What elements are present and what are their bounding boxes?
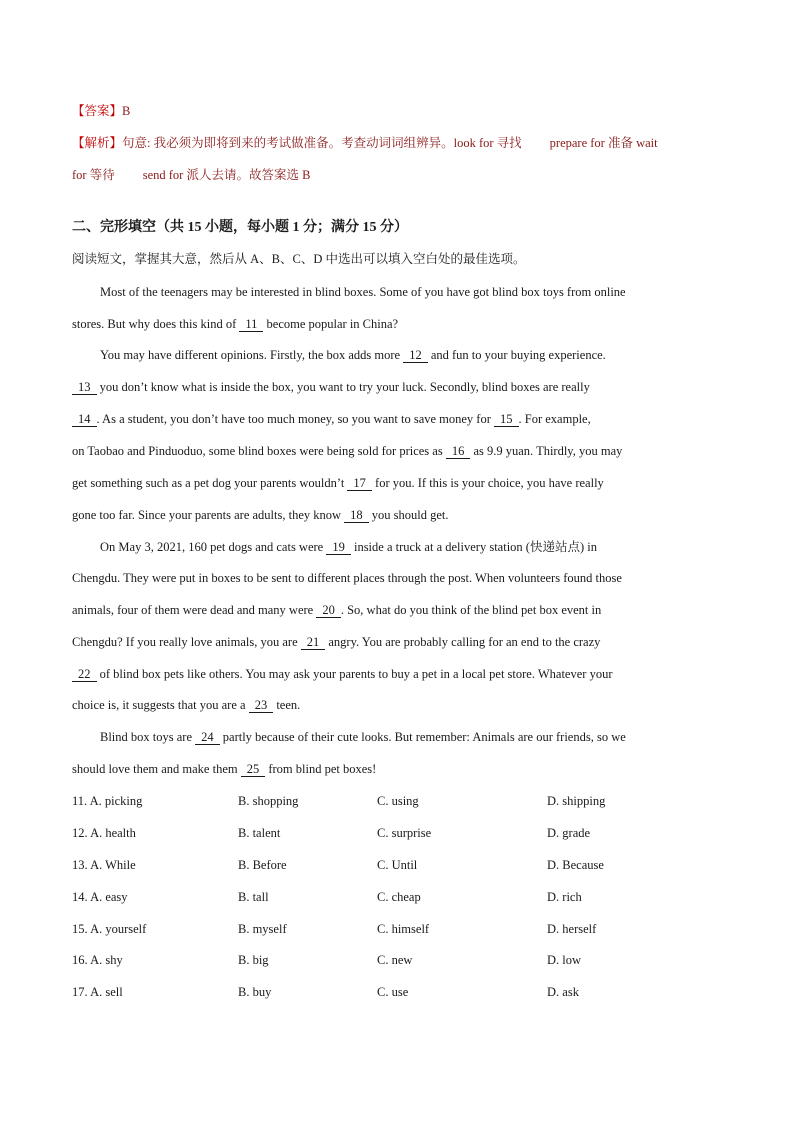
analysis-text-2a: for 等待	[72, 168, 115, 182]
passage-text: become popular in China?	[263, 317, 399, 331]
option-d: D. rich	[547, 890, 582, 904]
analysis-line-2	[72, 167, 310, 183]
passage-line	[100, 729, 626, 745]
option-a: 12. A. health	[72, 826, 136, 840]
blank-14: 14	[72, 413, 97, 427]
answer-line	[72, 103, 130, 119]
passage-text: stores. But why does this kind of	[72, 317, 240, 331]
passage-line: Most of the teenagers may be interested in blind boxes. Some of you have got blind box toys from online	[100, 285, 626, 299]
passage-line	[72, 507, 449, 523]
blank-23: 23	[249, 699, 274, 713]
analysis-text-2b: send for 派人去请。故答案选 B	[142, 168, 311, 182]
passage-line: Chengdu. They were put in boxes to be sent to different places through the post. When volunteers found those	[72, 571, 622, 585]
option-d: D. shipping	[547, 794, 606, 808]
option-c: C. Until	[377, 858, 418, 872]
blank-17: 17	[347, 477, 372, 491]
option-c: C. new	[377, 953, 413, 967]
passage-line	[72, 697, 300, 713]
option-a: 13. A. While	[72, 858, 136, 872]
analysis-tag: 【解析】	[72, 136, 123, 150]
section-title: 二、完形填空（共 15 小题，每小题 1 分；满分 15 分）	[72, 220, 408, 235]
option-b: B. Before	[238, 858, 287, 872]
blank-11: 11	[239, 318, 263, 332]
option-c: C. himself	[377, 922, 430, 936]
passage-text: for you. If this is your choice, you have really	[371, 476, 604, 490]
passage-text: should love them and make them	[72, 762, 241, 776]
option-d: D. ask	[547, 985, 579, 999]
option-a: 15. A. yourself	[72, 922, 147, 936]
option-b: B. shopping	[238, 794, 299, 808]
analysis-line-1	[72, 135, 658, 151]
blank-22: 22	[72, 668, 97, 682]
option-c: C. surprise	[377, 826, 432, 840]
option-c: C. use	[377, 985, 409, 999]
analysis-text-1: 句意: 我必须为即将到来的考试做准备。考查动词词组辨异。look for 寻找	[122, 136, 522, 150]
passage-text: On May 3, 2021, 160 pet dogs and cats were	[100, 540, 327, 554]
option-a: 17. A. sell	[72, 985, 123, 999]
option-b: B. myself	[238, 922, 287, 936]
option-d: D. low	[547, 953, 582, 967]
passage-line	[72, 475, 604, 491]
passage-text: on Taobao and Pinduoduo, some blind boxes were being sold for prices as	[72, 444, 446, 458]
passage-text: you should get.	[368, 508, 449, 522]
passage-text: You may have different opinions. Firstly, the box adds more	[100, 348, 404, 362]
answer-tag: 【答案】	[72, 104, 123, 118]
blank-13: 13	[72, 381, 97, 395]
blank-15: 15	[494, 413, 519, 427]
passage-text: . For example,	[518, 412, 591, 426]
passage-text: you don’t know what is inside the box, you want to try your luck. Secondly, blind boxes are really	[96, 380, 590, 394]
passage-text: . As a student, you don’t have too much money, so you want to save money for	[96, 412, 495, 426]
analysis-text-1b: prepare for 准备 wait	[549, 136, 658, 150]
section-instruction: 阅读短文，掌握其大意，然后从 A、B、C、D 中选出可以填入空白处的最佳选项。	[72, 252, 526, 266]
passage-line	[72, 411, 591, 427]
option-b: B. talent	[238, 826, 281, 840]
blank-18: 18	[344, 509, 369, 523]
passage-line	[100, 539, 597, 555]
passage-text: and fun to your buying experience.	[427, 348, 606, 362]
blank-25: 25	[241, 763, 266, 777]
passage-text: of blind box pets like others. You may ask your parents to buy a pet in a local pet store. Whatever your	[96, 667, 613, 681]
option-b: B. tall	[238, 890, 269, 904]
blank-16: 16	[446, 445, 471, 459]
option-d: D. Because	[547, 858, 604, 872]
passage-text: get something such as a pet dog your parents wouldn’t	[72, 476, 348, 490]
passage-line	[72, 634, 600, 650]
passage-line	[100, 347, 606, 363]
option-c: C. using	[377, 794, 419, 808]
passage-text: teen.	[273, 698, 301, 712]
passage-text: gone too far. Since your parents are adults, they know	[72, 508, 345, 522]
passage-line	[72, 379, 590, 395]
passage-line	[72, 316, 398, 332]
blank-19: 19	[326, 541, 351, 555]
passage-text: animals, four of them were dead and many were	[72, 603, 317, 617]
answer-value: B	[122, 104, 131, 118]
blank-24: 24	[195, 731, 220, 745]
passage-text: partly because of their cute looks. But remember: Animals are our friends, so we	[219, 730, 626, 744]
option-b: B. buy	[238, 985, 272, 999]
passage-line	[72, 666, 612, 682]
passage-text: inside a truck at a delivery station (快递站点) in	[350, 540, 597, 554]
blank-21: 21	[301, 636, 326, 650]
passage-line	[72, 443, 622, 459]
option-a: 11. A. picking	[72, 794, 143, 808]
option-d: D. herself	[547, 922, 597, 936]
option-b: B. big	[238, 953, 269, 967]
passage-text: choice is, it suggests that you are a	[72, 698, 249, 712]
passage-text: Blind box toys are	[100, 730, 196, 744]
blank-20: 20	[316, 604, 341, 618]
option-a: 16. A. shy	[72, 953, 123, 967]
blank-12: 12	[403, 349, 428, 363]
option-a: 14. A. easy	[72, 890, 128, 904]
option-c: C. cheap	[377, 890, 421, 904]
passage-text: from blind pet boxes!	[265, 762, 377, 776]
passage-line	[72, 602, 601, 618]
passage-text: Chengdu? If you really love animals, you are	[72, 635, 301, 649]
passage-text: as 9.9 yuan. Thirdly, you may	[470, 444, 623, 458]
passage-text: . So, what do you think of the blind pet box event in	[340, 603, 602, 617]
option-d: D. grade	[547, 826, 591, 840]
passage-line	[72, 761, 376, 777]
passage-text: angry. You are probably calling for an end to the crazy	[325, 635, 601, 649]
